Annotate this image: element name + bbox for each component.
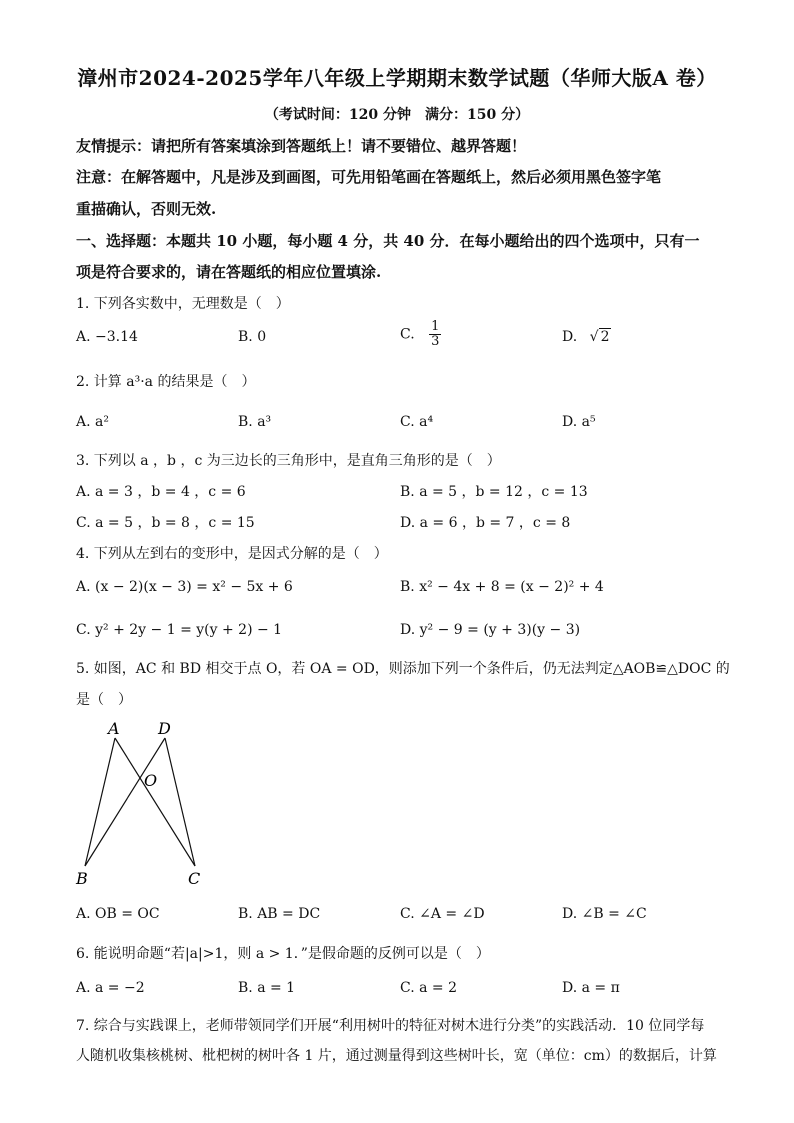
- question-6-option-b: B. a = 1: [238, 980, 296, 996]
- segment-dc: [165, 738, 195, 866]
- triangle-figure: [70, 716, 220, 891]
- question-1-option-a: A. −3.14: [76, 329, 138, 345]
- segment-db: [85, 738, 165, 866]
- question-4-option-b: B. x² − 4x + 8 = (x − 2)² + 4: [400, 579, 604, 595]
- exam-subtitle: （考试时间：120 分钟 满分：150 分）: [264, 107, 530, 123]
- exam-title: 漳州市2024-2025学年八年级上学期期末数学试题（华师大版A 卷）: [77, 66, 717, 90]
- label-a: A: [108, 719, 120, 738]
- question-2-option-d: D. a⁵: [562, 414, 596, 430]
- question-1-option-b: B. 0: [238, 329, 267, 345]
- question-5-stem-line-1: 5. 如图，AC 和 BD 相交于点 O，若 OA = OD，则添加下列一个条件后，仍无法判定△AOB≌△DOC 的: [76, 661, 730, 677]
- question-6-stem: 6. 能说明命题“若|a|>1，则 a > 1．”是假命题的反例可以是（ ）: [76, 946, 490, 962]
- question-6-option-c: C. a = 2: [400, 980, 457, 996]
- fraction-numerator: 1: [431, 319, 440, 334]
- question-3-option-d: D. a = 6 ，b = 7 ，c = 8: [400, 515, 571, 531]
- question-6-option-d: D. a = π: [562, 980, 620, 996]
- section-1-heading-line-1: 一、选择题：本题共 10 小题，每小题 4 分，共 40 分．在每小题给出的四个选项中，只有一: [76, 232, 700, 250]
- question-4-option-c: C. y² + 2y − 1 = y(y + 2) − 1: [76, 622, 283, 638]
- segment-ab: [85, 738, 115, 866]
- notice-text: 友情提示：请把所有答案填涂到答题纸上！请不要错位、越界答题！: [76, 137, 527, 155]
- question-5-option-d: D. ∠B = ∠C: [562, 906, 647, 922]
- section-1-heading-line-2: 项是符合要求的，请在答题纸的相应位置填涂.: [76, 263, 382, 281]
- label-d: D: [158, 719, 171, 738]
- question-5-option-c: C. ∠A = ∠D: [400, 906, 485, 922]
- question-7-stem-line-2: 人随机收集核桃树、枇杷树的树叶各 1 片，通过测量得到这些树叶长，宽（单位：cm）的数据后，计算: [76, 1048, 717, 1064]
- question-3-option-c: C. a = 5 ，b = 8 ，c = 15: [76, 515, 255, 531]
- question-1-stem: 1. 下列各实数中，无理数是（ ）: [76, 296, 290, 312]
- question-3-option-b: B. a = 5 ，b = 12 ，c = 13: [400, 484, 588, 500]
- question-2-stem: 2. 计算 a³·a 的结果是（ ）: [76, 374, 256, 390]
- question-4-option-d: D. y² − 9 = (y + 3)(y − 3): [400, 622, 581, 638]
- option-d-label: D.: [562, 329, 578, 345]
- question-1-option-c: [400, 320, 441, 349]
- fraction-one-third: [429, 320, 441, 349]
- sqrt-two: √ 2: [589, 329, 610, 345]
- question-4-option-a: A. (x − 2)(x − 3) = x² − 5x + 6: [76, 579, 293, 595]
- question-4-stem: 4. 下列从左到右的变形中，是因式分解的是（ ）: [76, 546, 388, 562]
- question-2-option-c: C. a⁴: [400, 414, 434, 430]
- question-2-option-a: A. a²: [76, 414, 109, 430]
- question-5-stem-line-2: 是（ ）: [76, 692, 132, 708]
- question-7-stem-line-1: 7. 综合与实践课上，老师带领同学们开展“利用树叶的特征对树木进行分类”的实践活动．10 位同学每: [76, 1018, 705, 1034]
- question-2-option-b: B. a³: [238, 414, 272, 430]
- question-3-option-a: A. a = 3 ，b = 4 ，c = 6: [76, 484, 246, 500]
- fraction-denominator: 3: [431, 334, 440, 349]
- option-c-label: C.: [400, 326, 415, 343]
- radicand: 2: [600, 329, 610, 345]
- label-c: C: [188, 869, 201, 888]
- question-3-stem: 3. 下列以 a ，b ，c 为三边长的三角形中，是直角三角形的是（ ）: [76, 453, 501, 469]
- segment-ac: [115, 738, 195, 866]
- question-5-option-a: A. OB = OC: [76, 906, 160, 922]
- label-b: B: [76, 869, 88, 888]
- caution-line-2: 重描确认，否则无效.: [76, 200, 217, 218]
- caution-line-1: 注意：在解答题中，凡是涉及到画图，可先用铅笔画在答题纸上，然后必须用黑色签字笔: [76, 168, 662, 186]
- question-6-option-a: A. a = −2: [76, 980, 145, 996]
- label-o: O: [144, 771, 158, 790]
- question-5-option-b: B. AB = DC: [238, 906, 321, 922]
- question-1-option-d: [562, 329, 611, 345]
